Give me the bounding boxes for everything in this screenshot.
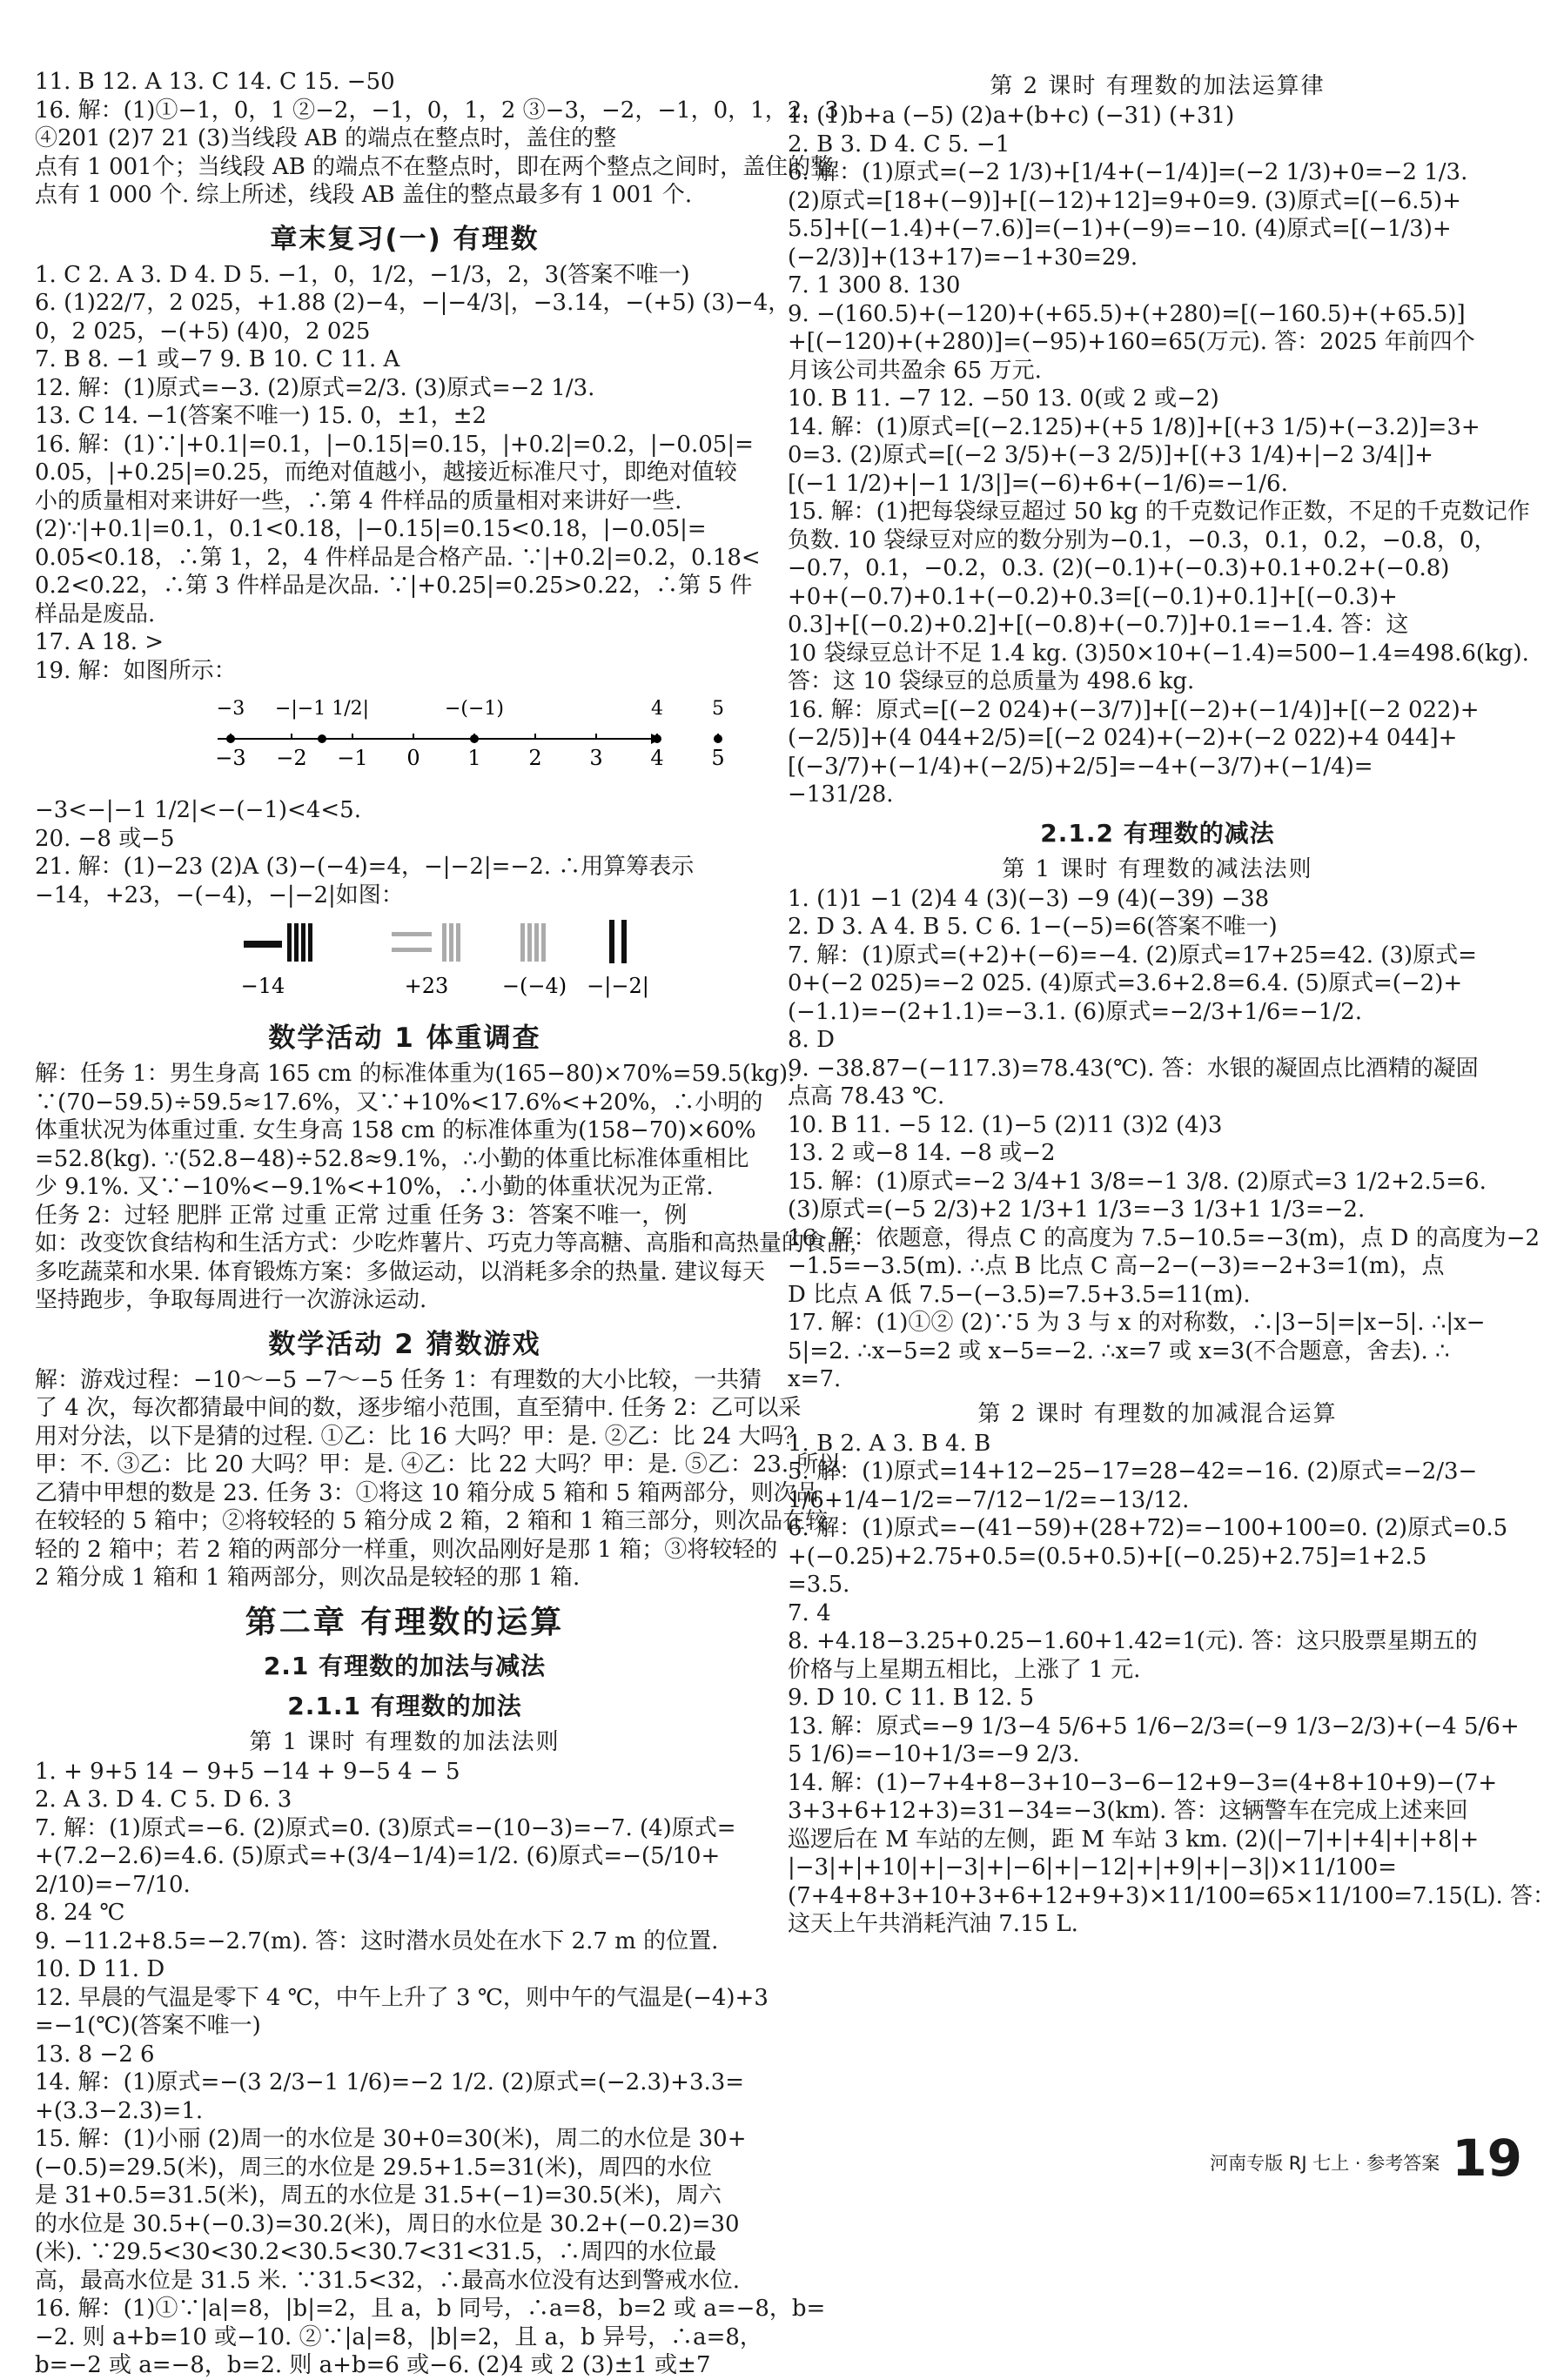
- section-2-1-title: 2.1 有理数的加法与减法: [263, 1651, 547, 1680]
- activity-2-title: 数学活动 2 猜数游戏: [268, 1328, 541, 1360]
- answer-line: +(−0.25)+2.75+0.5=(0.5+0.5)+[(−0.25)+2.75]=1+2.5: [788, 1543, 1427, 1570]
- answer-line: 3+3+6+12+3)=31−34=−3(km). 答：这辆警车在完成上述来回: [788, 1798, 1468, 1824]
- answer-line: −131/28.: [788, 781, 894, 808]
- answer-line: 21. 解：(1)−23 (2)A (3)−(−4)=4，−|−2|=−2. ∴用算筹表示: [35, 854, 695, 880]
- answer-line: 17. 解：(1)①② (2)∵5 为 3 与 x 的对称数，∴|3−5|=|x−5|. ∴|x−: [788, 1310, 1486, 1336]
- rod-label-3: −(−4): [501, 974, 567, 998]
- answer-line: +0+(−0.7)+0.1+(−0.2)+0.3=[(−0.1)+0.1]+[(−0.3)+: [788, 583, 1398, 610]
- answer-line: 13. 解：原式=−9 1/3−4 5/6+5 1/6−2/3=(−9 1/3−2/3)+(−4 5/6+: [788, 1713, 1520, 1740]
- answer-line: 答：这 10 袋绿豆的总质量为 498.6 kg.: [788, 668, 1195, 694]
- answer-line: 2/10)=−7/10.: [35, 1871, 191, 1898]
- answer-line: 0.05<0.18，∴第 1，2，4 件样品是合格产品. ∵|+0.2|=0.2，0.18<: [35, 544, 761, 571]
- answer-line: 负数. 10 袋绿豆对应的数分别为−0.1，−0.3，0.1，0.2，−0.8，0，: [788, 526, 1497, 553]
- answer-line: 2. A 3. D 4. C 5. D 6. 3: [35, 1787, 292, 1813]
- answer-line: 在较轻的 5 箱中；②将较轻的 5 箱分成 2 箱，2 箱和 1 箱三部分，则次品在较: [35, 1508, 829, 1534]
- subtraction-lesson-2-title: 第 2 课时 有理数的加减混合运算: [977, 1400, 1338, 1427]
- lesson-2-title: 第 2 课时 有理数的加法运算律: [990, 73, 1326, 99]
- answer-line: 16. 解：(1)∵|+0.1|=0.1，|−0.15|=0.15，|+0.2|=0.2，|−0.05|=: [35, 431, 754, 458]
- answer-line: 1. + 9+5 14 − 9+5 −14 + 9−5 4 − 5: [35, 1758, 460, 1785]
- page-number: 19: [1452, 2129, 1522, 2188]
- answer-line: 6. 解：(1)原式=−(41−59)+(28+72)=−100+100=0. (2)原式=0.5: [788, 1515, 1508, 1541]
- tick-label: 0: [406, 746, 420, 770]
- answer-line: 这天上午共消耗汽油 7.15 L.: [788, 1911, 1078, 1937]
- answer-line: =3.5.: [788, 1572, 850, 1598]
- answer-line: (−2/3)]+(13+17)=−1+30=29.: [788, 244, 1138, 271]
- point-label: 4: [651, 698, 663, 720]
- section-2-1-2-title: 2.1.2 有理数的减法: [1040, 818, 1275, 848]
- answer-line: 7. 4: [788, 1599, 831, 1626]
- answer-line: 11. B 12. A 13. C 14. C 15. −50: [35, 69, 395, 95]
- answer-line: 0.2<0.22，∴第 3 件样品是次品. ∵|+0.25|=0.25>0.22，∴第 5 件: [35, 573, 753, 599]
- answer-line: 轻的 2 箱中；若 2 箱的两部分一样重，则次品刚好是那 1 箱；③将较轻的: [35, 1536, 778, 1563]
- tick-label: 5: [711, 746, 725, 770]
- answer-line: 价格与上星期五相比，上涨了 1 元.: [788, 1656, 1141, 1683]
- lesson-1-title: 第 1 课时 有理数的加法法则: [249, 1728, 560, 1755]
- answer-line: 月该公司共盈余 65 万元.: [788, 357, 1042, 384]
- number-line-svg: [35, 688, 775, 793]
- q19-result: −3<−|−1 1/2|<−(−1)<4<5.: [35, 797, 361, 823]
- answer-line: 13. C 14. −1(答案不唯一) 15. 0，±1，±2: [35, 403, 487, 429]
- answer-line: 0，2 025，−(+5) (4)0，2 025: [35, 318, 371, 345]
- answer-line: 15. 解：(1)把每袋绿豆超过 50 kg 的千克数记作正数，不足的千克数记作: [788, 499, 1530, 525]
- answer-line: 14. 解：(1)原式=−(3 2/3−1 1/6)=−2 1/2. (2)原式=(−2.3)+3.3=: [35, 2069, 745, 2095]
- rods-minus-minus-4: [520, 923, 546, 962]
- answer-line: 5 1/6)=−10+1/3=−9 2/3.: [788, 1741, 1080, 1767]
- answer-line: (−0.5)=29.5(米)，周三的水位是 29.5+1.5=31(米)，周四的水位: [35, 2154, 712, 2181]
- point-marker: [653, 734, 661, 743]
- answer-line: +(7.2−2.6)=4.6. (5)原式=+(3/4−1/4)=1/2. (6)原式=−(5/10+: [35, 1843, 721, 1869]
- answer-line: (2)原式=[18+(−9)]+[(−12)+12]=9+0=9. (3)原式=[(−6.5)+: [788, 187, 1461, 214]
- answer-line: −14，+23，−(−4)，−|−2|如图：: [35, 882, 404, 908]
- answer-line: 解：游戏过程：−10～−5 −7～−5 任务 1：有理数的大小比较，一共猜: [35, 1366, 762, 1393]
- point-label: −|−1 1/2|: [274, 698, 370, 720]
- subtraction-lesson-1-title: 第 1 课时 有理数的减法法则: [1002, 855, 1313, 882]
- answer-line: 0.05，|+0.25|=0.25，而绝对值越小，越接近标准尺寸，即绝对值较: [35, 459, 737, 486]
- answer-line: =52.8(kg). ∵(52.8−48)÷52.8≈9.1%，∴小勤的体重比标准体重相比: [35, 1145, 749, 1172]
- answer-line: (−1.1)=−(2+1.1)=−3.1. (6)原式=−2/3+1/6=−1/2.: [788, 998, 1362, 1025]
- answer-line: 1. (1)b+a (−5) (2)a+(b+c) (−31) (+31): [788, 103, 1235, 129]
- answer-line: 8. +4.18−3.25+0.25−1.60+1.42=1(元). 答：这只股票星期五的: [788, 1628, 1478, 1654]
- answer-line: 点有 1 000 个. 综上所述，线段 AB 盖住的整点最多有 1 001 个.: [35, 182, 693, 208]
- page-footer: [1210, 2129, 1522, 2188]
- answer-line: 17. A 18. >: [35, 629, 164, 655]
- answer-line: 2. D 3. A 4. B 5. C 6. 1−(−5)=6(答案不唯一): [788, 914, 1278, 940]
- answer-line: (−2/5)]+(4 044+2/5)=[(−2 024)+(−2)+(−2 022)+4 044]+: [788, 725, 1458, 751]
- answer-line: 9. −11.2+8.5=−2.7(m). 答：这时潜水员处在水下 2.7 m 的位置.: [35, 1927, 719, 1954]
- answer-line: 点有 1 001个；当线段 AB 的端点不在整点时，即在两个整点之间时，盖住的整: [35, 153, 834, 180]
- rod-label-4: −|−2|: [587, 974, 649, 998]
- answer-line: [(−3/7)+(−1/4)+(−2/5)+2/5]=−4+(−3/7)+(−1/4)=: [788, 753, 1373, 780]
- rods-minus-abs-2: [609, 920, 627, 963]
- counting-rods-figure: [35, 913, 775, 1009]
- answer-line: 13. 2 或−8 14. −8 或−2: [788, 1140, 1056, 1166]
- answer-line: ∵(70−59.5)÷59.5≈17.6%，又∵+10%<17.6%<+20%，∴小明的: [35, 1089, 763, 1116]
- after-figure-answers: [35, 825, 775, 910]
- answer-line: 10. B 11. −5 12. (1)−5 (2)11 (3)2 (4)3: [788, 1111, 1223, 1138]
- answer-line: 7. 解：(1)原式=(+2)+(−6)=−4. (2)原式=17+25=42. (3)原式=: [788, 942, 1477, 969]
- answer-line: −1.5=−3.5(m). ∴点 B 比点 C 高−2−(−3)=−2+3=1(m)，点: [788, 1253, 1445, 1279]
- answer-line: 了 4 次，每次都猜最中间的数，逐步缩小范围，直至猜中. 任务 2：乙可以采: [35, 1395, 802, 1421]
- answer-line: 7. B 8. −1 或−7 9. B 10. C 11. A: [35, 346, 400, 372]
- answer-line: 16. 解：(1)①∵|a|=8，|b|=2，且 a，b 同号，∴a=8，b=2 或 a=−8，b=: [35, 2296, 826, 2322]
- tick-label: 3: [589, 746, 603, 770]
- tick-label: −3: [215, 746, 246, 770]
- answer-line: 9. D 10. C 11. B 12. 5: [788, 1685, 1035, 1711]
- answer-line: (7+4+8+3+10+3+6+12+9+3)×11/100=65×11/100=7.15(L). 答：: [788, 1882, 1555, 1909]
- answer-line: 甲：不. ③乙：比 20 大吗？甲：是. ④乙：比 22 大吗？甲：是. ⑤乙：23. 所以: [35, 1451, 842, 1478]
- answer-line: 的水位是 30.5+(−0.3)=30.2(米)，周日的水位是 30.2+(−0.2)=30: [35, 2210, 740, 2237]
- answer-line: 9. −38.87−(−117.3)=78.43(℃). 答：水银的凝固点比酒精的凝固: [788, 1055, 1479, 1082]
- answer-line: (3)原式=(−5 2/3)+2 1/3+1 1/3=−3 1/3+1 1/3=−2.: [788, 1197, 1366, 1223]
- point-marker: [714, 734, 722, 743]
- answer-line: 15. 解：(1)原式=−2 3/4+1 3/8=−1 3/8. (2)原式=3 1/2+2.5=6.: [788, 1168, 1487, 1195]
- rod-label-1: −14: [240, 974, 285, 998]
- answer-line: 5. 解：(1)原式=14+12−25−17=28−42=−16. (2)原式=−2/3−: [788, 1458, 1478, 1485]
- chapter-review-answers: [35, 261, 791, 686]
- lesson-2-answers: [788, 102, 1530, 809]
- answer-line: 13. 8 −2 6: [35, 2041, 155, 2068]
- answer-line: 任务 2：过轻 肥胖 正常 过重 正常 过重 任务 3：答案不唯一，例: [35, 1202, 688, 1229]
- answer-line: 7. 1 300 8. 130: [788, 272, 961, 298]
- answer-line: −0.7，0.1，−0.2，0.3. (2)(−0.1)+(−0.3)+0.1+0.2+(−0.8): [788, 555, 1450, 581]
- answer-line: 6. (1)22/7，2 025，+1.88 (2)−4，−|−4/3|，−3.14，−(+5) (3)−4，: [35, 290, 791, 316]
- answer-line: 12. 早晨的气温是零下 4 ℃，中午上升了 3 ℃，则中午的气温是(−4)+3: [35, 1984, 769, 2011]
- answer-line: 5.5]+[(−1.4)+(−7.6)]=(−1)+(−9)=−10. (4)原式=[(−1/3)+: [788, 216, 1452, 242]
- answer-line: 12. 解：(1)原式=−3. (2)原式=2/3. (3)原式=−2 1/3.: [35, 374, 595, 401]
- answer-line: 8. 24 ℃: [35, 1900, 125, 1926]
- answer-line: 用对分法，以下是猜的过程. ①乙：比 16 大吗？甲：是. ②乙：比 24 大吗？: [35, 1423, 807, 1450]
- tick-label: 1: [467, 746, 481, 770]
- answer-line: 10. D 11. D: [35, 1956, 165, 1982]
- answer-line: 多吃蔬菜和水果. 体育锻炼方案：多做运动，以消耗多余的热量. 建议每天: [35, 1258, 766, 1285]
- answer-line: 5|=2. ∴x−5=2 或 x−5=−2. ∴x=7 或 x=3(不合题意，舍去). ∴: [788, 1337, 1450, 1364]
- tick-label: 4: [650, 746, 664, 770]
- footer-label: 河南专版 RJ 七上 · 参考答案: [1210, 2153, 1440, 2174]
- answer-line: ④201 (2)7 21 (3)当线段 AB 的端点在整点时，盖住的整: [35, 125, 617, 151]
- chapter-review-title: 章末复习(一) 有理数: [270, 223, 540, 255]
- rods-plus-23: [392, 923, 460, 962]
- answer-line: 解：任务 1：男生身高 165 cm 的标准体重为(165−80)×70%=59.5(kg).: [35, 1061, 795, 1087]
- answer-line: 巡逻后在 M 车站的左侧，距 M 车站 3 km. (2)(|−7|+|+4|+|+8|+: [788, 1826, 1480, 1853]
- answer-line: [(−1 1/2)+|−1 1/3|]=(−6)+6+(−1/6)=−1/6.: [788, 470, 1288, 497]
- answer-line: 0=3. (2)原式=[(−2 3/5)+(−3 2/5)]+[(+3 1/4)+|−2 3/4|]+: [788, 442, 1433, 468]
- section-2-1-1-title: 2.1.1 有理数的加法: [287, 1691, 522, 1720]
- activity-1-title: 数学活动 1 体重调查: [268, 1022, 541, 1054]
- answer-line: 7. 解：(1)原式=−6. (2)原式=0. (3)原式=−(10−3)=−7. (4)原式=: [35, 1814, 736, 1841]
- answer-line: 10. B 11. −7 12. −50 13. 0(或 2 或−2): [788, 385, 1219, 412]
- answer-line: 20. −8 或−5: [35, 825, 175, 852]
- answer-line: 高，最高水位是 31.5 米. ∵31.5<32，∴最高水位没有达到警戒水位.: [35, 2267, 740, 2294]
- point-label: −(−1): [444, 698, 505, 720]
- top-answers: [35, 68, 839, 210]
- answer-line: (米). ∵29.5<30<30.2<30.5<30.7<31<31.5，∴周四的水位最: [35, 2239, 717, 2265]
- point-marker: [226, 734, 235, 743]
- answer-line: 体重状况为体重过重. 女生身高 158 cm 的标准体重为(158−70)×60%: [35, 1117, 756, 1143]
- counting-rods-svg: [35, 913, 775, 1009]
- answer-line: 1. B 2. A 3. B 4. B: [788, 1430, 991, 1457]
- right-column: [788, 66, 1555, 1939]
- answer-line: 0+(−2 025)=−2 025. (4)原式=3.6+2.8=6.4. (5)原式=(−2)+: [788, 970, 1463, 996]
- answer-line: 点高 78.43 ℃.: [788, 1083, 945, 1110]
- chapter-2-title: 第二章 有理数的运算: [245, 1604, 565, 1640]
- answer-line: +(3.3−2.3)=1.: [35, 2097, 204, 2124]
- answer-line: 2 箱分成 1 箱和 1 箱两部分，则次品是较轻的那 1 箱.: [35, 1565, 581, 1591]
- answer-line: 10 袋绿豆总计不足 1.4 kg. (3)50×10+(−1.4)=500−1.4=498.6(kg).: [788, 640, 1529, 667]
- answer-line: |−3|+|+10|+|−3|+|−6|+|−12|+|+9|+|−3|)×11/100=: [788, 1854, 1397, 1881]
- point-label: 5: [712, 698, 724, 720]
- answer-line: 2. B 3. D 4. C 5. −1: [788, 131, 1010, 158]
- tick-label: 2: [528, 746, 542, 770]
- tick-label: −2: [276, 746, 307, 770]
- answer-line: +[(−120)+(+280)]=(−95)+160=65(万元). 答：2025 年前四个: [788, 329, 1475, 355]
- answer-line: 16. 解：(1)①−1，0，1 ②−2，−1，0，1，2 ③−3，−2，−1，0，1，2，3: [35, 97, 839, 124]
- answer-line: 6. 解：(1)原式=(−2 1/3)+[1/4+(−1/4)]=(−2 1/3)+0=−2 1/3.: [788, 159, 1468, 185]
- answer-line: 16. 解：依题意，得点 C 的高度为 7.5−10.5=−3(m)，点 D 的高度为−2: [788, 1224, 1541, 1251]
- answer-line: =−1(℃)(答案不唯一): [35, 2013, 261, 2039]
- answer-line: 1. C 2. A 3. D 4. D 5. −1，0，1/2，−1/3，2，3(答案不唯一): [35, 261, 690, 288]
- answer-line: 19. 解：如图所示：: [35, 657, 237, 684]
- answer-line: 9. −(160.5)+(−120)+(+65.5)+(+280)=[(−160.5)+(+65.5)]: [788, 300, 1466, 327]
- answer-line: 16. 解：原式=[(−2 024)+(−3/7)]+[(−2)+(−1/4)]+[(−2 022)+: [788, 696, 1480, 723]
- answer-line: D 比点 A 低 7.5−(−3.5)=7.5+3.5=11(m).: [788, 1281, 1251, 1308]
- answer-line: 样品是废品.: [35, 600, 156, 627]
- rod-label-2: +23: [404, 974, 449, 998]
- point-label: −3: [216, 698, 245, 720]
- subtraction-lesson-1-answers: [788, 885, 1541, 1394]
- answer-line: 1/6+1/4−1/2=−7/12−1/2=−13/12.: [788, 1486, 1190, 1513]
- answer-line: 坚持跑步，争取每周进行一次游泳运动.: [35, 1287, 427, 1313]
- answer-line: 8. D: [788, 1027, 835, 1053]
- subtraction-lesson-2-answers: [788, 1430, 1555, 1939]
- answer-line: 14. 解：(1)−7+4+8−3+10−3−6−12+9−3=(4+8+10+9)−(7+: [788, 1769, 1498, 1796]
- answer-line: 0.3]+[(−0.2)+0.2]+[(−0.8)+(−0.7)]+0.1=−1.4. 答：这: [788, 612, 1409, 638]
- answer-line: x=7.: [788, 1366, 842, 1392]
- answer-line: 15. 解：(1)小丽 (2)周一的水位是 30+0=30(米)，周二的水位是 30+: [35, 2126, 747, 2152]
- answer-line: (2)∵|+0.1|=0.1，0.1<0.18，|−0.15|=0.15<0.18，|−0.05|=: [35, 516, 707, 542]
- rods-minus-14: [244, 923, 312, 962]
- lesson-1-answers: [35, 1758, 826, 2380]
- answer-line: 14. 解：(1)原式=[(−2.125)+(+5 1/8)]+[(+3 1/5)+(−3.2)]=3+: [788, 413, 1480, 440]
- point-marker: [470, 734, 479, 743]
- answer-line: 是 31+0.5=31.5(米)，周五的水位是 31.5+(−1)=30.5(米)，周六: [35, 2182, 722, 2209]
- answer-line: 少 9.1%. 又∵−10%<−9.1%<+10%，∴小勤的体重状况为正常.: [35, 1174, 714, 1200]
- number-line-figure: [35, 688, 775, 793]
- answer-line: 如：改变饮食结构和生活方式：少吃炸薯片、巧克力等高糖、高脂和高热量的食品，: [35, 1230, 873, 1257]
- answer-line: 1. (1)1 −1 (2)4 4 (3)(−3) −9 (4)(−39) −38: [788, 885, 1270, 912]
- answer-line: 乙猜中甲想的数是 23. 任务 3：①将这 10 箱分成 5 箱和 5 箱两部分，则次品: [35, 1479, 819, 1506]
- answer-line: 小的质量相对来讲好一些，∴第 4 件样品的质量相对来讲好一些.: [35, 487, 682, 514]
- point-marker: [318, 734, 326, 743]
- number-line-top-labels: [217, 698, 724, 743]
- tick-label: −1: [337, 746, 368, 770]
- answer-line: b=−2 或 a=−8，b=2. 则 a+b=6 或−6. (2)4 或 2 (3)±1 或±7: [35, 2352, 711, 2378]
- answer-line: −2. 则 a+b=10 或−10. ②∵|a|=8，|b|=2，且 a，b 异号，∴a=8，: [35, 2323, 762, 2350]
